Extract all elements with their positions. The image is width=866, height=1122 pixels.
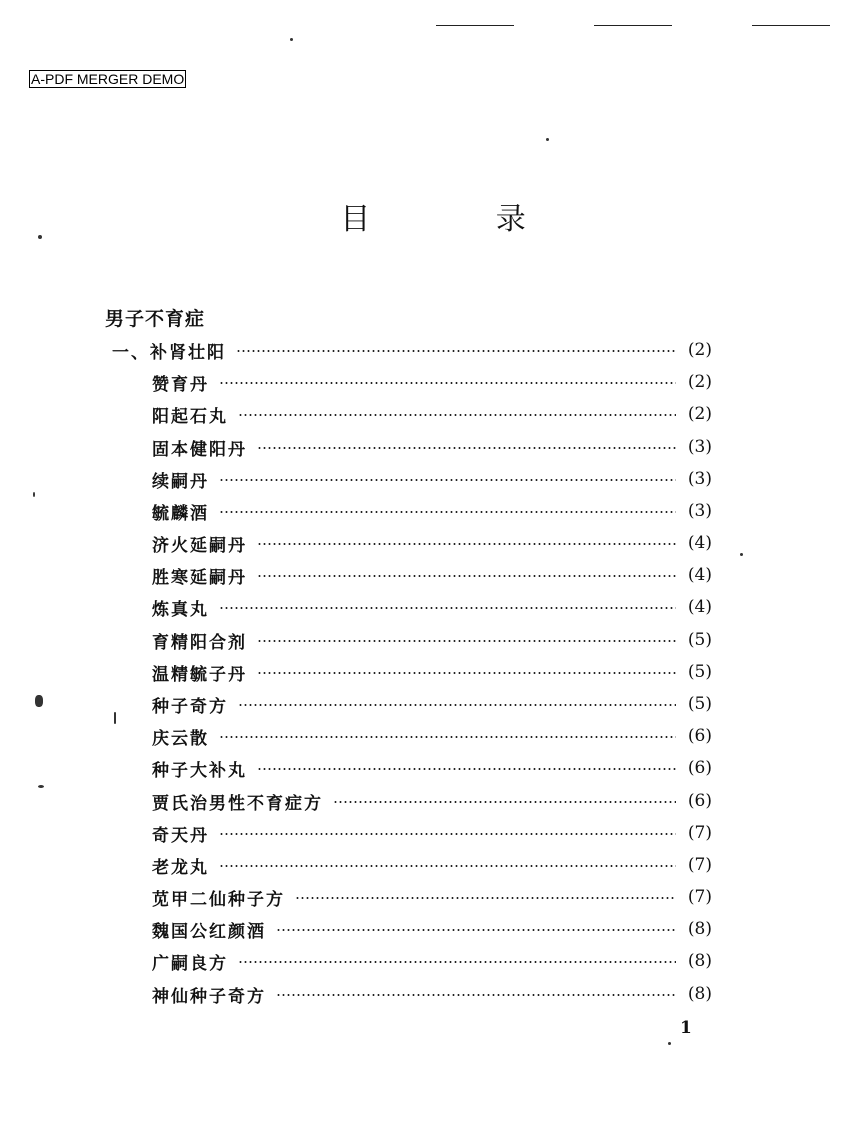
dot-leader (219, 607, 676, 609)
scan-speck (740, 553, 743, 556)
scan-speck (38, 785, 44, 788)
dot-leader (257, 447, 676, 449)
toc-entry-page: (8) (687, 984, 712, 1004)
toc-entry-page: (7) (687, 855, 712, 875)
scan-speck (290, 38, 293, 41)
toc-entry-title: 广嗣良方 (152, 953, 228, 974)
toc-entry-title: 阳起石丸 (152, 406, 228, 427)
toc-entry-page: (2) (687, 404, 712, 424)
toc-entry-title: 奇天丹 (152, 825, 209, 846)
toc-entry-page: (7) (687, 823, 712, 843)
dot-leader (238, 961, 676, 963)
toc-entry-title: 种子奇方 (152, 696, 228, 717)
toc-entry-title: 济火延嗣丹 (152, 535, 247, 556)
toc-entry (152, 978, 712, 1010)
toc-entry-page: (4) (687, 565, 712, 585)
dot-leader (219, 736, 676, 738)
toc-entry (152, 688, 712, 720)
toc-entry (152, 817, 712, 849)
header-rule-2 (594, 25, 672, 26)
toc-entry-title: 续嗣丹 (152, 471, 209, 492)
toc-entry (152, 591, 712, 623)
toc-entry (152, 431, 712, 463)
page-title: 目 录 (340, 202, 584, 238)
dot-leader (333, 801, 676, 803)
toc-entry (152, 752, 712, 784)
dot-leader (276, 929, 676, 931)
toc-entry-page: (8) (687, 951, 712, 971)
dot-leader (257, 640, 676, 642)
header-rule-3 (752, 25, 830, 26)
toc-entry-title: 赞育丹 (152, 374, 209, 395)
toc-entry (152, 720, 712, 752)
scan-speck (668, 1042, 671, 1045)
dot-leader (257, 768, 676, 770)
dot-leader (257, 672, 676, 674)
toc-entry-title: 庆云散 (152, 728, 209, 749)
toc-entry-page: (8) (687, 919, 712, 939)
toc-entry (152, 559, 712, 591)
page-number: 1 (680, 1018, 692, 1038)
toc-entry-page: (5) (687, 694, 712, 714)
toc-entry-title: 毓麟酒 (152, 503, 209, 524)
toc-entry-title: 育精阳合剂 (152, 632, 247, 653)
dot-leader (219, 865, 676, 867)
toc-entry (152, 913, 712, 945)
dot-leader (238, 414, 676, 416)
watermark-label: A-PDF MERGER DEMO (31, 71, 185, 87)
dot-leader (257, 543, 676, 545)
toc-entry (152, 527, 712, 559)
toc-entry (152, 881, 712, 913)
toc-entry-page: (4) (687, 533, 712, 553)
toc-entry (152, 785, 712, 817)
toc-entry-page: (3) (687, 469, 712, 489)
dot-leader (236, 350, 676, 352)
toc-entry (152, 463, 712, 495)
toc-entry (152, 656, 712, 688)
dot-leader (219, 833, 676, 835)
toc-entry-category (112, 334, 712, 366)
dot-leader (219, 511, 676, 513)
scan-speck (35, 695, 43, 707)
toc-entry (152, 366, 712, 398)
toc-entry-title: 苋甲二仙种子方 (152, 889, 285, 910)
toc-entry-title: 种子大补丸 (152, 760, 247, 781)
dot-leader (295, 897, 676, 899)
toc-entry-page: (5) (687, 662, 712, 682)
scan-speck (546, 138, 549, 141)
toc-entry-title: 一、补肾壮阳 (112, 342, 226, 363)
toc-entry-title: 温精毓子丹 (152, 664, 247, 685)
toc-entry-title: 炼真丸 (152, 599, 209, 620)
toc-entry-page: (3) (687, 437, 712, 457)
toc-entry-page: (6) (687, 726, 712, 746)
toc-entry-page: (6) (687, 791, 712, 811)
toc-entry-title: 魏国公红颜酒 (152, 921, 266, 942)
toc-entry-title: 胜寒延嗣丹 (152, 567, 247, 588)
toc-entry (152, 849, 712, 881)
dot-leader (276, 994, 676, 996)
toc-entry-title: 老龙丸 (152, 857, 209, 878)
scan-speck (33, 492, 35, 497)
toc-entry (152, 398, 712, 430)
dot-leader (219, 479, 676, 481)
toc-entry-page: (7) (687, 887, 712, 907)
toc-entry (152, 495, 712, 527)
dot-leader (219, 382, 676, 384)
header-rule-1 (436, 25, 514, 26)
section-heading: 男子不育症 (105, 308, 206, 330)
scan-speck (114, 712, 116, 724)
toc-entry-title: 固本健阳丹 (152, 439, 247, 460)
toc-entry-page: (4) (687, 597, 712, 617)
toc-entry-page: (2) (687, 340, 712, 360)
toc-entry (152, 945, 712, 977)
toc-entry-page: (5) (687, 630, 712, 650)
toc-entry (152, 624, 712, 656)
toc-entry-page: (6) (687, 758, 712, 778)
toc-entry-title: 神仙种子奇方 (152, 986, 266, 1007)
toc-entry-title: 贾氏治男性不育症方 (152, 793, 323, 814)
toc-entry-page: (3) (687, 501, 712, 521)
dot-leader (257, 575, 676, 577)
toc-entry-page: (2) (687, 372, 712, 392)
dot-leader (238, 704, 676, 706)
